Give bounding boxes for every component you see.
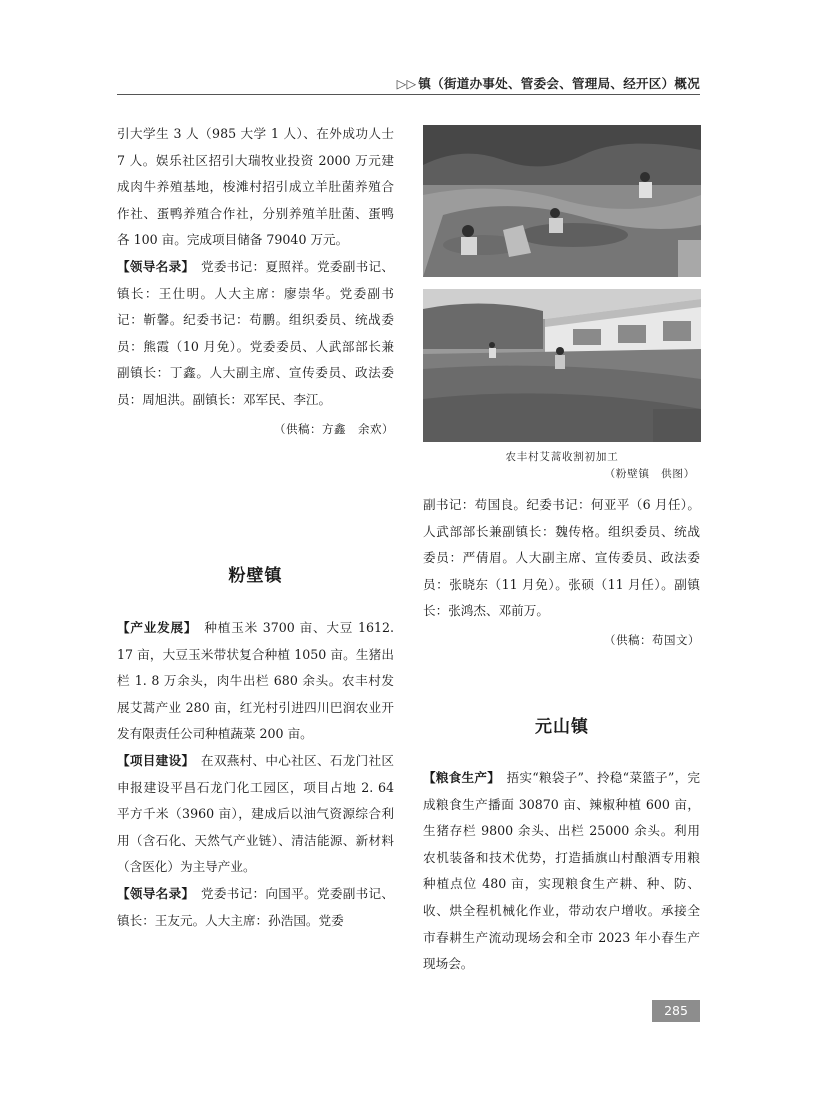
- section-tag: 【粮食生产】: [423, 770, 494, 785]
- header-arrow-icon: ▷▷: [396, 76, 417, 91]
- contributor-credit: （供稿：方鑫 余欢）: [274, 421, 394, 436]
- section-tag: 【领导名录】: [117, 885, 189, 901]
- paragraph-leadership-1: [117, 254, 394, 414]
- paragraph-text: 在双燕村、中心社区、石龙门社区申报建设平昌石龙门化工园区，项目占地 2. 64 平方千米（3960 亩），建成后以油气资源综合利用（含石化、天然气产业链）、清洁能源、新材料（含医化）为主导产业。: [117, 752, 394, 875]
- paragraph-leadership-continued: 副书记：苟国良。纪委书记：何亚平（6 月任）。人武部部长兼副镇长：魏传格。组织委员、统战委员：严倩眉。人大副主席、宣传委员、政法委员：张晓东（11 月免）。张硕（11 月任）。副镇长：张鸿杰、邓前万。: [423, 497, 700, 619]
- photo-harvest-villagers: [423, 125, 701, 277]
- left-column-lower: [117, 615, 394, 934]
- paragraph-leadership-2: [117, 881, 394, 934]
- contributor-credit: （供稿：苟国文）: [604, 632, 700, 647]
- section-tag: 【领导名录】: [117, 258, 189, 274]
- paragraph-text: 党委书记：夏照祥。党委副书记、镇长：王仕明。人大主席：廖崇华。党委副书记：靳馨。纪委书记：苟鹏。组织委员、统战委员：熊霞（10 月免）。党委委员、人武部部长兼副镇长：丁鑫。人大副主席、宣传委员、政法委员：周旭洪。副镇长：邓军民、李江。: [117, 258, 394, 407]
- photo-caption: 农丰村艾蒿收割初加工: [505, 451, 619, 463]
- header-title: 镇（街道办事处、管委会、管理局、经开区）概况: [418, 76, 700, 91]
- paragraph-text: 捂实“粮袋子”、拎稳“菜篮子”，完成粮食生产播面 30870 亩、辣椒种植 600 亩，生猪存栏 9800 余头、出栏 25000 余头。利用农机装备和技术优势，打造插旗山村酿酒专用粮种植点位 480 亩，实现粮食生产耕、种、防、收、烘全程机械化作业，带动农户增收。承接全市春耕生产流动现场会和全市 2023 年小春生产现场会。: [423, 770, 701, 972]
- paragraph-text: 党委书记：向国平。党委副书记、镇长：王友元。人大主席：孙浩国。党委: [117, 885, 394, 928]
- paragraph-industry: [117, 615, 394, 748]
- left-column: [117, 121, 394, 442]
- right-column: [423, 492, 700, 654]
- section-tag: 【项目建设】: [117, 752, 189, 768]
- paragraph-text: 种植玉米 3700 亩、大豆 1612. 17 亩，大豆玉米带状复合种植 1050 亩。生猪出栏 1. 8 万余头，肉牛出栏 680 余头。农丰村发展艾蒿产业 280 亩，红光村引进四川巴润农业开发有限责任公司种植蔬菜 200 亩。: [117, 620, 395, 742]
- header-rule: [117, 94, 700, 95]
- right-column-lower: [423, 765, 700, 978]
- paragraph-grain-production: [423, 765, 700, 978]
- page-number: 285: [652, 1000, 700, 1022]
- running-header: [117, 74, 700, 94]
- photo-drying-wormwood: [423, 289, 701, 442]
- paragraph-talent-investment: 引大学生 3 人（985 大学 1 人）、在外成功人士 7 人。娱乐社区招引大瑞牧业投资 2000 万元建成肉牛养殖基地，梭滩村招引成立羊肚菌养殖合作社、蛋鸭养殖合作社，分别养殖羊肚菌、蛋鸭各 100 亩。完成项目储备 79040 万元。: [117, 126, 394, 248]
- paragraph-projects: [117, 748, 394, 881]
- town-title-yuanshan: 元山镇: [535, 717, 589, 737]
- section-tag: 【产业发展】: [117, 620, 192, 635]
- photo-credit: （粉壁镇 供图）: [604, 468, 695, 480]
- town-title-fenbi: 粉壁镇: [228, 566, 283, 586]
